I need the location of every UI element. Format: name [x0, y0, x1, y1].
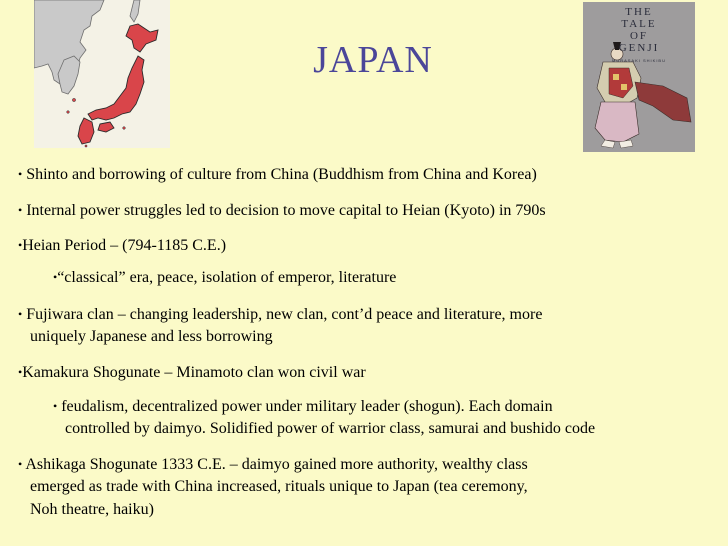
- book-author: MURASAKI SHIKIBU: [611, 58, 666, 63]
- bullet-text: feudalism, decentralized power under military leader (shogun). Each domain: [57, 398, 553, 415]
- bullet-text: emerged as trade with China increased, rituals unique to Japan (tea ceremony,: [30, 478, 528, 495]
- bullet-text: Shinto and borrowing of culture from China (Buddhism from China and Korea): [22, 166, 537, 183]
- bullet-text: “classical” era, peace, isolation of emperor, literature: [57, 269, 397, 286]
- bullet-item: [18, 163, 537, 186]
- bullet-marker: •: [18, 457, 23, 471]
- book-title-line: GENJI: [618, 42, 660, 54]
- bullet-text: Noh theatre, haiku): [30, 501, 154, 518]
- sub-bullet-item: [53, 266, 396, 289]
- slide-title: JAPAN: [313, 39, 433, 81]
- bullet-text: Internal power struggles led to decision to move capital to Heian (Kyoto) in 790s: [22, 202, 546, 219]
- bullet-text: controlled by daimyo. Solidified power of warrior class, samurai and bushido code: [65, 420, 596, 437]
- bullet-continuation: [65, 418, 595, 440]
- bullet-item: [18, 361, 366, 384]
- bullet-marker: •: [18, 307, 23, 321]
- bullet-marker: •: [53, 399, 58, 413]
- book-title-line: OF: [629, 30, 649, 42]
- bullet-item: [18, 453, 528, 476]
- bullet-text: Fujiwara clan – changing leadership, new clan, cont’d peace and literature, more: [22, 306, 543, 323]
- bullet-text: uniquely Japanese and less borrowing: [30, 328, 273, 345]
- bullet-text: Ashikaga Shogunate 1333 C.E. – daimyo gained more authority, wealthy class: [22, 456, 528, 473]
- bullet-marker: •: [18, 203, 23, 217]
- bullet-text: Heian Period – (794-1185 C.E.): [22, 237, 227, 254]
- bullet-item: [18, 234, 226, 257]
- bullet-continuation: [30, 499, 154, 521]
- bullet-marker: •: [18, 167, 23, 181]
- bullet-continuation: [30, 476, 528, 498]
- bullet-marker: •: [53, 270, 58, 284]
- bullet-text: Kamakura Shogunate – Minamoto clan won civil war: [22, 364, 366, 381]
- bullet-marker: •: [18, 365, 23, 379]
- bullet-item: [18, 199, 546, 222]
- book-title-line: TALE: [621, 18, 657, 30]
- book-title-line: THE: [625, 6, 653, 18]
- bullet-marker: •: [18, 238, 23, 252]
- bullet-item: [18, 303, 542, 326]
- bullet-continuation: [30, 326, 273, 348]
- sub-bullet-item: [53, 395, 553, 418]
